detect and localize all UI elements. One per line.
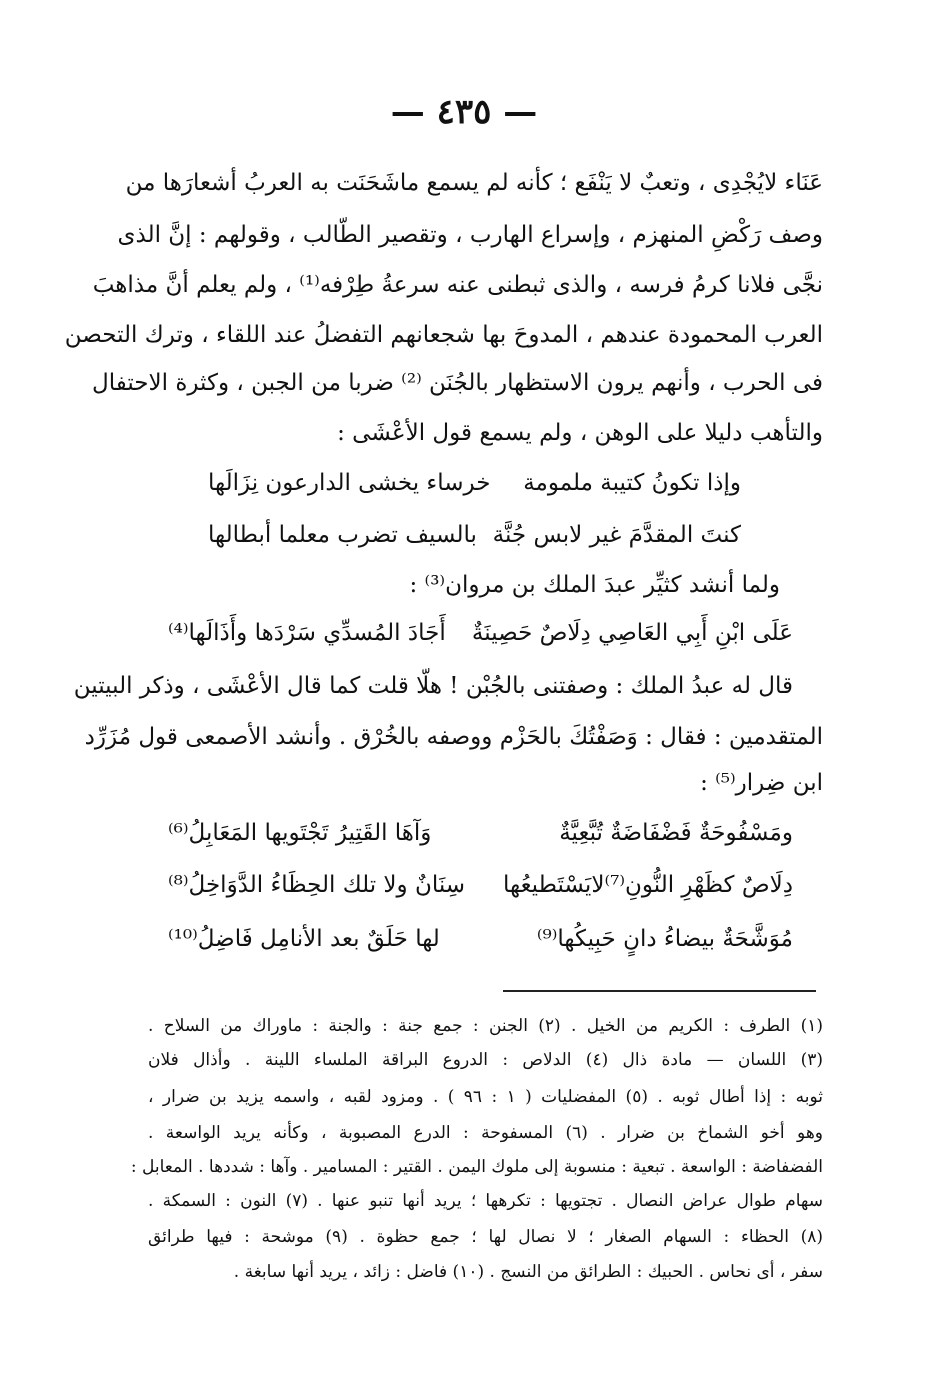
- footnote-line: ثوبه : إذا أطال ثوبه . (٥) المفضليات ( ١ : ٩٦ ) . ومزود لقبه ، واسمه يزيد بن ضرار ،: [148, 1087, 823, 1107]
- verse-line: [148, 522, 823, 562]
- verse-line: [148, 872, 823, 912]
- verse-hemistich-first: مُوَشَّحَةٌ بيضاءُ دانٍ حَبِيكُها⁽⁹⁾: [536, 926, 793, 952]
- footnote-line: سفر ، أى نحاس . الحبيك : الطرائق من النسج . (١٠) فاضل : زائد ، يريد أنها سابغة .: [233, 1262, 823, 1282]
- verse-hemistich-first: كنتَ المقدَّمَ غير لابس جُنَّة: [492, 522, 741, 548]
- text-line: ولما أنشد كثيِّر عبدَ الملك بن مروان⁽³⁾ :: [409, 572, 780, 598]
- text-line: المتقدمين : فقال : وَصَفْتُكَ بالحَزْم ووصفه بالخُرْق . وأنشد الأصمعى قول مُزَرِّد: [84, 724, 823, 750]
- verse-hemistich-first: وإذا تكونُ كتيبة ملمومة: [523, 470, 741, 496]
- footnote-line: (٣) اللسان — مادة ذال (٤) الدلاص : الدروع البراقة الملساء اللينة . وأذال فلان: [148, 1050, 823, 1070]
- footnote-line: (١) الطرف : الكريم من الخيل . (٢) الجنن : جمع جنة : والجنة : ماوراك من السلاح .: [148, 1016, 824, 1036]
- text-line: نجَّى فلانا كرمُ فرسه ، والذى ثبطنى عنه سرعةُ طِرْفه⁽¹⁾ ، ولم يعلم أنَّ مذاهبَ: [92, 272, 823, 298]
- verse-line: [148, 926, 823, 966]
- footnote-line: وهو أخو الشماخ بن ضرار . (٦) المسفوحة : الدرع المصبوبة ، وكأنه يريد الواسعة .: [148, 1123, 823, 1143]
- text-line: ابن ضِرار⁽⁵⁾ :: [700, 770, 823, 796]
- footnote-line: (٨) الحظاء : السهام الصغار ؛ لا نصال لها ؛ جمع حظوة . (٩) موشحة : فيها طرائق: [148, 1227, 824, 1247]
- verse-hemistich-second: وَآهَا القَتِيرُ تَجْتَويها المَعَابِلُ⁽⁶⁾: [168, 820, 432, 846]
- footnote-line: سهام طوال عراض النصال . تجتويها : تكرهها ؛ يريد أنها تنبو عنها . (٧) النون : السمكة .: [148, 1191, 823, 1211]
- text-line: قال له عبدُ الملك : وصفتنى بالجُبْن ! هلّا قلت كما قال الأعْشَى ، وذكر البيتين: [73, 673, 793, 699]
- text-line: فى الحرب ، وأنهم يرون الاستظهار بالجُنَن ⁽²⁾ ضربا من الجبن ، وكثرة الاحتفال: [91, 370, 823, 396]
- footnote-line: الفضفاضة : الواسعة . تبعية : منسوبة إلى ملوك اليمن . القتير : المسامير . وآها : شددها . المعابل :: [130, 1157, 823, 1177]
- verse-line: [148, 620, 823, 660]
- verse-hemistich-first: عَلَى ابْنِ أَبِي العَاصِي دِلَاصٌ حَصِينَةٌ: [471, 620, 793, 646]
- verse-line: [148, 470, 823, 510]
- page-number: — ٤٣٥ —: [390, 92, 538, 132]
- verse-hemistich-second: خرساء يخشى الدارعون نِزَالَها: [208, 470, 491, 496]
- verse-hemistich-second: أَجَادَ المُسدِّي سَرْدَها وأَذَالَها⁽⁴⁾: [168, 620, 446, 646]
- text-line: العرب المحمودة عندهم ، المدوحَ بها شجعانهم التفضلُ عند اللقاء ، وترك التحصن: [64, 322, 823, 348]
- text-line: والتأهب دليلا على الوهن ، ولم يسمع قول الأعْشَى :: [337, 420, 823, 446]
- verse-hemistich-second: بالسيف تضرب معلما أبطالها: [208, 522, 477, 548]
- verse-hemistich-first: دِلَاصٌ كظَهْرِ النُّونِ⁽⁷⁾لايَسْتَطيعُها: [502, 872, 793, 898]
- verse-hemistich-first: ومَسْفُوحَةٌ فَضْفَاضَةٌ تُبَّعِيَّةٌ: [559, 820, 793, 846]
- verse-hemistich-second: سِنَانٌ ولا تلك الحِظَاءُ الدَّوَاخِلُ⁽⁸⁾: [168, 872, 466, 898]
- verse-hemistich-second: لها حَلَقٌ بعد الأنامِل فَاضِلُ⁽¹⁰⁾: [168, 926, 440, 952]
- verse-line: [148, 820, 823, 860]
- text-line: عَنَاء لايُجْدِى ، وتعبٌ لا يَنْفَع ؛ كأنه لم يسمع ماشَحَنَت به العربُ أشعارَها من: [125, 170, 823, 196]
- text-line: وصف رَكْضِ المنهزم ، وإسراع الهارب ، وتقصير الطّالب ، وقولهم : إنَّ الذى: [117, 222, 823, 248]
- footnote-divider: [503, 990, 816, 992]
